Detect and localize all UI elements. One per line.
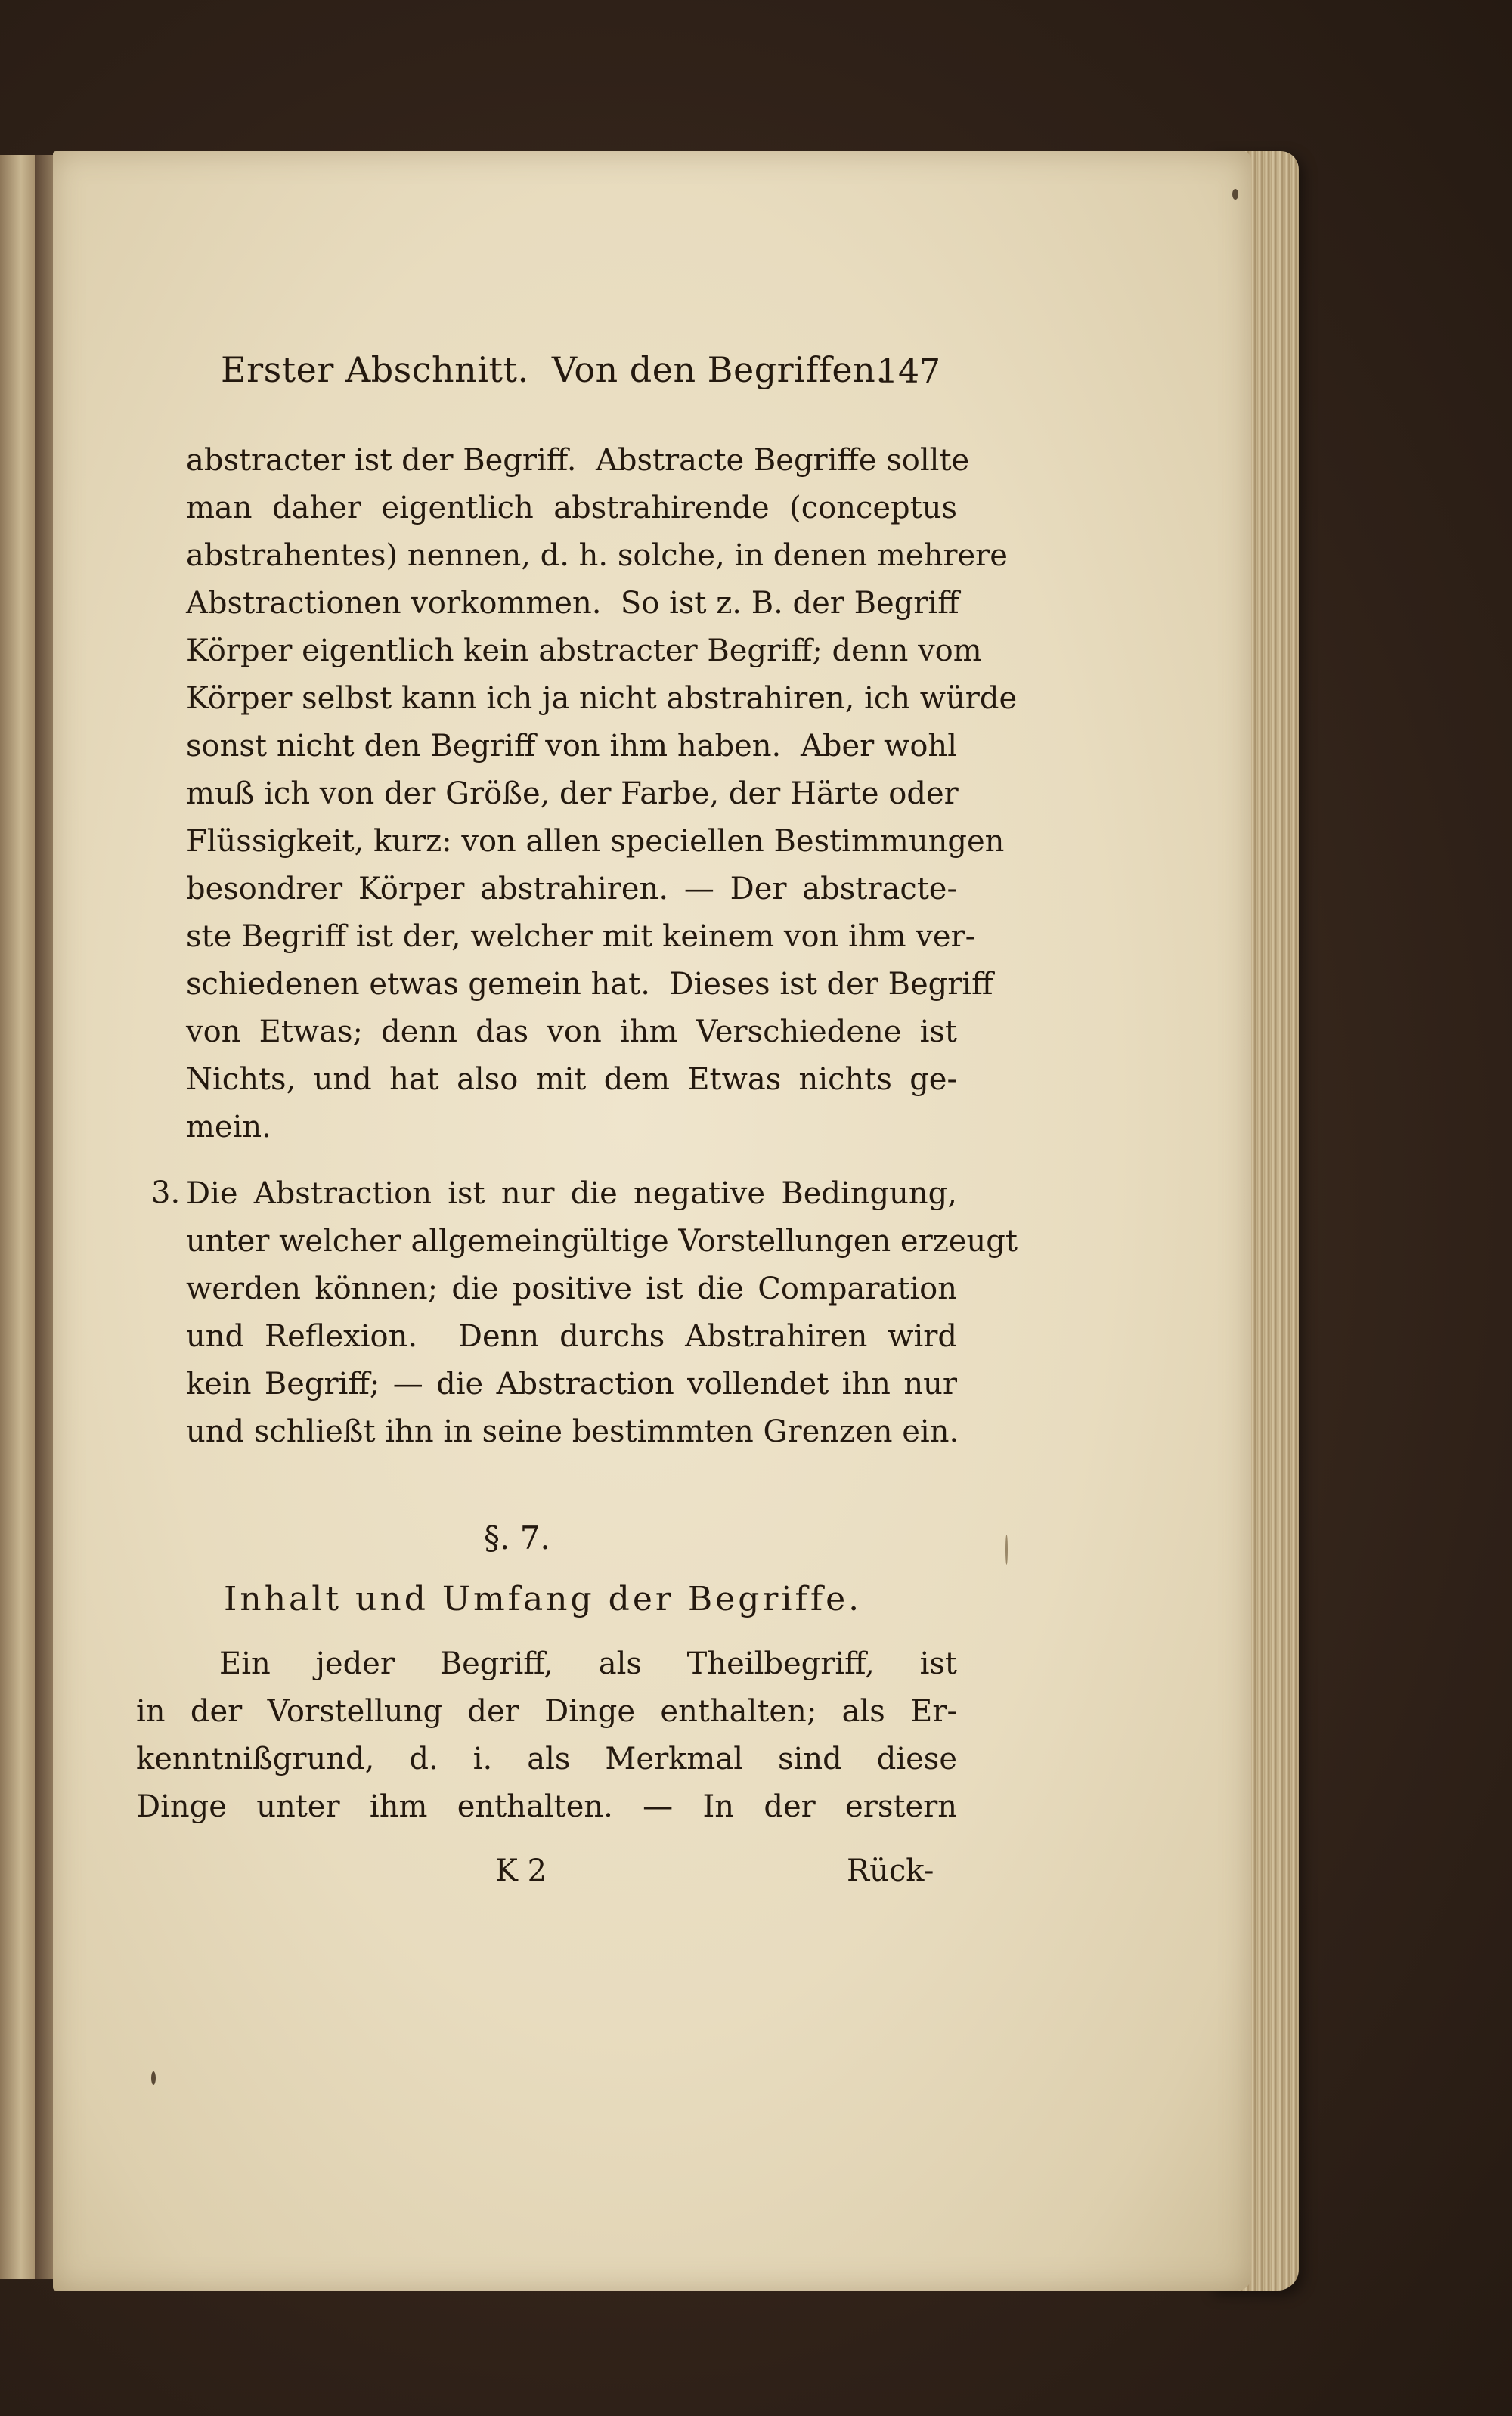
- text-line: Flüssigkeit, kurz: von allen speciellen Bestimmungen: [186, 824, 1005, 859]
- text-line: schiedenen etwas gemein hat. Dieses ist der Begriff: [186, 967, 993, 1002]
- text-line: man daher eigentlich abstrahirende (conceptus: [186, 491, 957, 525]
- section-number: §. 7.: [484, 1519, 550, 1556]
- text-line: besondrer Körper abstrahiren. — Der abstracte-: [186, 872, 957, 906]
- text-line: sonst nicht den Begriff von ihm haben. Aber wohl: [186, 729, 957, 764]
- catchword: Rück-: [847, 1854, 934, 1888]
- text-line: Körper selbst kann ich ja nicht abstrahiren, ich würde: [186, 681, 1018, 716]
- text-line: werden können; die positive ist die Comparation: [186, 1271, 957, 1306]
- text-line: unter welcher allgemeingültige Vorstellungen erzeugt: [186, 1224, 1018, 1259]
- paper-speck: [1232, 189, 1238, 200]
- text-line: in der Vorstellung der Dinge enthalten; als Er-: [136, 1694, 957, 1729]
- numbered-paragraph: [186, 1170, 1018, 1456]
- text-line: Ein jeder Begriff, als Theilbegriff, ist: [219, 1646, 957, 1681]
- paragraph: [136, 1640, 957, 1831]
- text-line: Abstractionen vorkommen. So ist z. B. der Begriff: [186, 586, 959, 621]
- facing-page-edge: [0, 155, 36, 2279]
- text-line: kein Begriff; — die Abstraction vollendet ihn nur: [186, 1367, 957, 1402]
- text-line: und schließt ihn in seine bestimmten Grenzen ein.: [186, 1414, 959, 1449]
- text-line: kenntnißgrund, d. i. als Merkmal sind diese: [136, 1742, 957, 1776]
- running-head: Erster Abschnitt. Von den Begriffen.: [221, 349, 888, 390]
- section-title: Inhalt und Umfang der Begriffe.: [224, 1580, 863, 1618]
- paper-speck: [1005, 1535, 1008, 1565]
- text-line: Nichts, und hat also mit dem Etwas nichts ge-: [186, 1062, 957, 1097]
- text-line: mein.: [186, 1110, 271, 1145]
- item-number: 3.: [151, 1175, 181, 1210]
- text-line: muß ich von der Größe, der Farbe, der Härte oder: [186, 776, 959, 811]
- text-line: Die Abstraction ist nur die negative Bedingung,: [186, 1176, 957, 1211]
- text-line: Körper eigentlich kein abstracter Begriff; denn vom: [186, 633, 982, 668]
- paper-speck: [151, 2071, 156, 2085]
- text-line: abstracter ist der Begriff. Abstracte Begriffe sollte: [186, 443, 970, 478]
- paragraph-continued: [186, 437, 1018, 1151]
- page-number: 147: [877, 352, 940, 391]
- text-line: und Reflexion. Denn durchs Abstrahiren wird: [186, 1319, 957, 1354]
- text-line: abstrahentes) nennen, d. h. solche, in denen mehrere: [186, 538, 1008, 573]
- signature-mark: K 2: [495, 1854, 547, 1888]
- text-line: ste Begriff ist der, welcher mit keinem von ihm ver-: [186, 919, 976, 954]
- text-line: von Etwas; denn das von ihm Verschiedene ist: [186, 1014, 957, 1049]
- text-line: Dinge unter ihm enthalten. — In der erstern: [136, 1789, 957, 1824]
